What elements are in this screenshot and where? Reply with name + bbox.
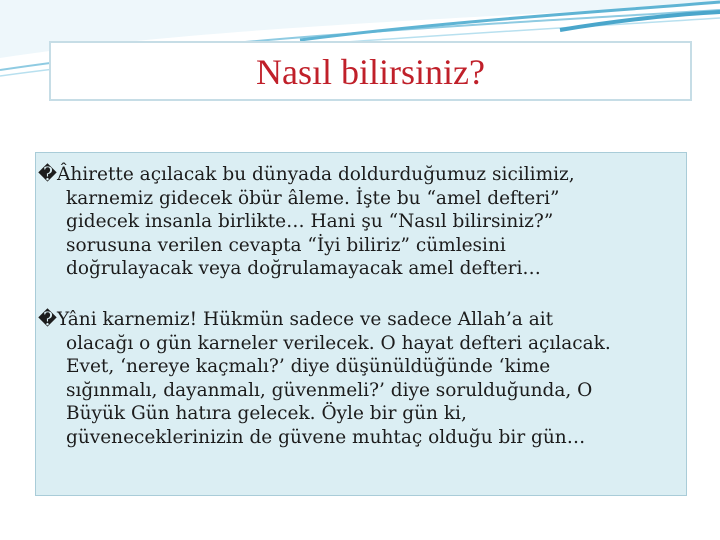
content-box bbox=[35, 152, 687, 496]
paragraph-1-line-1: �Âhirette açılacak bu dünyada doldurduğumuz sicilimiz, bbox=[38, 164, 575, 185]
paragraph-1-line-2: karnemiz gidecek öbür âleme. İşte bu “amel defteri” bbox=[66, 187, 560, 209]
paragraph-1-line-3: gidecek insanla birlikte… Hani şu “Nasıl bilirsiniz?” bbox=[66, 211, 554, 232]
paragraph-2 bbox=[38, 308, 678, 449]
paragraph-2-line-1: �Yâni karnemiz! Hükmün sadece ve sadece Allah’a ait bbox=[38, 309, 554, 330]
paragraph-2-line-3: Evet, ‘nereye kaçmalı?’ diye düşünüldüğünde ‘kime bbox=[66, 356, 551, 377]
paragraph-2-line-6: güveneceklerinizin de güvene muhtaç olduğu bir gün… bbox=[66, 426, 586, 448]
paragraph-2-line-2: olacağı o gün karneler verilecek. O hayat defteri açılacak. bbox=[66, 332, 611, 354]
paragraph-1-line-4: sorusuna verilen cevapta “İyi biliriz” cümlesini bbox=[66, 234, 506, 256]
title-box bbox=[49, 41, 692, 101]
slide-title: Nasıl bilirsiniz? bbox=[256, 52, 485, 92]
paragraph-2-line-5: Büyük Gün hatıra gelecek. Öyle bir gün ki, bbox=[66, 403, 467, 424]
paragraph-1 bbox=[38, 163, 678, 281]
paragraph-2-line-4: sığınmalı, dayanmalı, güvenmeli?’ diye sorulduğunda, O bbox=[66, 379, 593, 401]
bullet-icon: � bbox=[38, 309, 57, 330]
paragraph-1-line-5: doğrulayacak veya doğrulamayacak amel defteri… bbox=[66, 258, 541, 279]
bullet-icon: � bbox=[38, 164, 57, 185]
